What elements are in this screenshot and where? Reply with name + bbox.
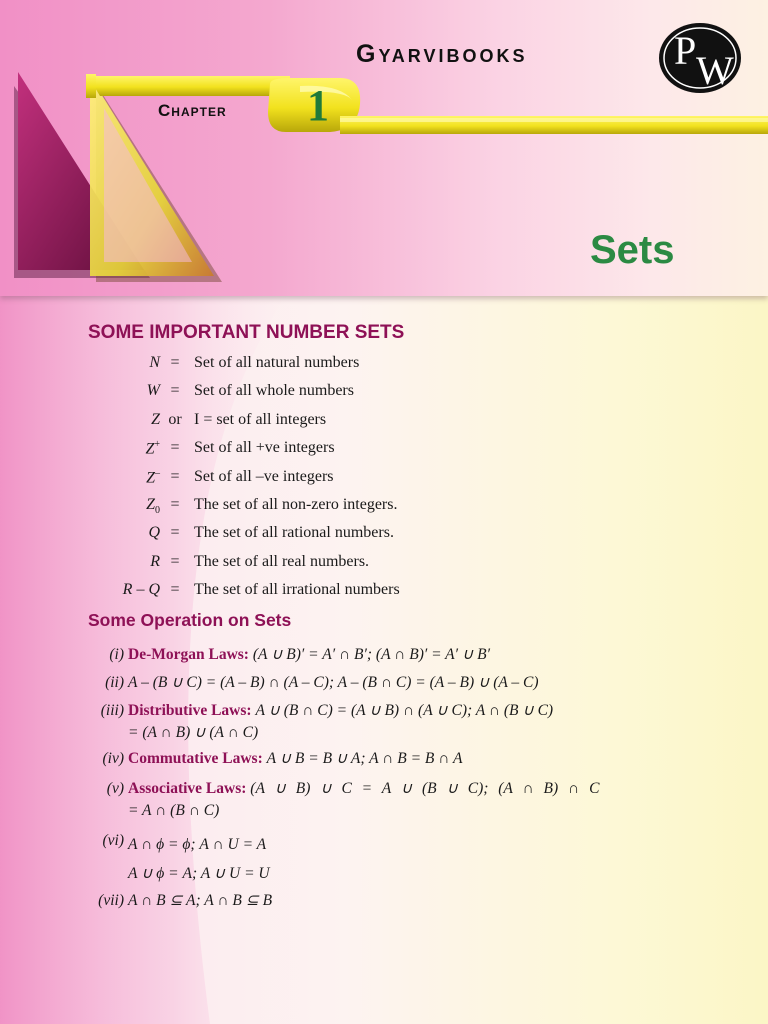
set-superscript: + [154, 439, 160, 450]
operation-number: (vii) [98, 892, 124, 909]
set-relation: = [170, 581, 180, 598]
law-name: De-Morgan Laws: [128, 646, 249, 663]
law-name: Distributive Laws: [128, 702, 252, 719]
pw-logo [658, 22, 742, 94]
set-symbol: Z– [146, 468, 160, 487]
law-name: Commutative Laws: [128, 750, 263, 767]
operation-number: (iii) [100, 702, 124, 719]
set-relation: = [170, 382, 180, 399]
number-set-row [96, 439, 576, 463]
set-relation: = [170, 524, 180, 541]
operation-formula-continued: = A ∩ (B ∩ C) [128, 802, 220, 819]
set-description: The set of all non-zero integers. [194, 496, 398, 513]
logo-letter-p: P [674, 28, 697, 73]
number-set-row [96, 496, 576, 520]
chapter-number: 1 [307, 81, 329, 130]
number-sets-heading: SOME IMPORTANT NUMBER SETS [88, 322, 405, 343]
operation-number: (ii) [105, 674, 124, 691]
law-name: Associative Laws: [128, 780, 247, 797]
operation-formula: A ∩ B ⊆ A; A ∩ B ⊆ B [128, 892, 273, 909]
set-symbol: R [150, 553, 160, 570]
set-symbol: Z+ [145, 439, 160, 458]
operation-formula: A – (B ∪ C) = (A – B) ∩ (A – C); A – (B ∩ C) = (A – B) ∪ (A – C) [128, 674, 539, 691]
set-description: Set of all natural numbers [194, 354, 360, 371]
number-set-row [96, 524, 576, 548]
set-symbol: Z [151, 411, 160, 428]
set-symbol: $Z_0$ [146, 496, 160, 517]
brand-name: Gyarvibooks [356, 40, 528, 68]
set-symbol: N [149, 354, 160, 371]
number-set-row [96, 354, 576, 378]
operation-formula: A ∪ B = B ∪ A; A ∩ B = B ∩ A [266, 750, 463, 767]
operation-number: (vi) [102, 832, 124, 849]
number-set-row [96, 553, 576, 577]
set-description: The set of all rational numbers. [194, 524, 394, 541]
set-description: Set of all –ve integers [194, 468, 334, 485]
number-set-row [96, 382, 576, 406]
set-relation: = [170, 468, 180, 485]
set-relation: = [170, 439, 180, 456]
chapter-label: Chapter [158, 101, 227, 120]
operation-formula: A ∪ (B ∩ C) = (A ∪ B) ∩ (A ∪ C); A ∩ (B ∪ C) [255, 702, 554, 719]
operation-number: (i) [109, 646, 124, 663]
set-subscript: 0 [155, 505, 160, 517]
set-description: I = set of all integers [194, 411, 327, 428]
set-description: The set of all irrational numbers [194, 581, 400, 598]
number-set-row [96, 581, 576, 605]
set-description: Set of all +ve integers [194, 439, 335, 456]
set-symbol: R – Q [122, 581, 160, 598]
set-relation: or [168, 411, 182, 428]
operation-number: (iv) [102, 750, 124, 767]
set-relation: = [170, 496, 180, 513]
operations-heading: Some Operation on Sets [88, 610, 292, 630]
set-description: Set of all whole numbers [194, 382, 354, 399]
chapter-title: Sets [590, 228, 675, 272]
operation-formula-continued: = (A ∩ B) ∪ (A ∩ C) [128, 724, 259, 741]
number-set-row [96, 468, 576, 492]
operation-number: (v) [106, 780, 124, 797]
set-symbol: W [146, 382, 160, 399]
set-relation: = [170, 354, 180, 371]
operation-formula: (A ∪ B)′ = A′ ∩ B′; (A ∩ B)′ = A′ ∪ B′ [252, 646, 490, 663]
set-relation: = [170, 553, 180, 570]
operation-formula: A ∩ ϕ = ϕ; A ∩ U = A [128, 836, 267, 853]
set-symbol: Q [148, 524, 160, 541]
set-superscript: – [155, 468, 160, 479]
logo-letter-w: W [696, 48, 734, 93]
set-description: The set of all real numbers. [194, 553, 370, 570]
operation-formula-continued: A ∪ ϕ = A; A ∪ U = U [128, 865, 270, 882]
number-set-row [96, 411, 576, 435]
operation-formula: (A ∪ B) ∪ C = A ∪ (B ∪ C); (A ∩ B) ∩ C [250, 780, 600, 797]
